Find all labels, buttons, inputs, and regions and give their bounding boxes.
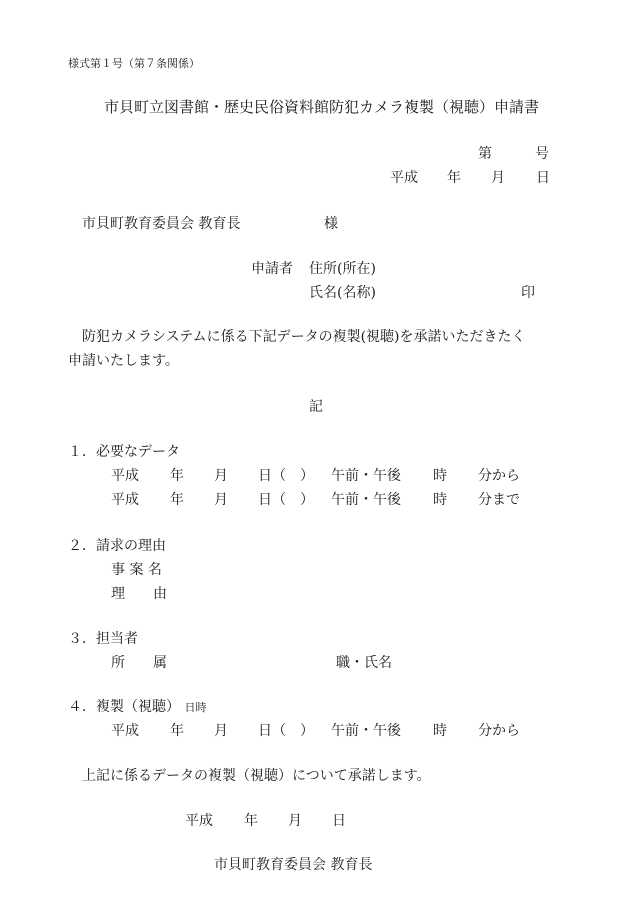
row-end: 分まで [478,492,520,508]
date-year: 年 [447,170,461,186]
row-end: 分から [478,723,520,739]
approver-name: 市貝町教育委員会 教育長 [214,857,373,873]
row-hour: 時 [433,492,447,508]
applicant-address-label: 住所(所在) [309,261,376,277]
row-month: 月 [214,492,228,508]
row-ampm: 午前・午後 [331,723,401,739]
row-day: 日（ ） [258,492,314,508]
date-day: 日 [332,813,346,829]
row-ampm: 午前・午後 [331,492,401,508]
row-year: 年 [170,492,184,508]
date-month: 月 [491,170,505,186]
section3-heading: ３．担当者 [68,631,138,647]
title-name-label: 職・氏名 [336,655,392,671]
row-era: 平成 [111,723,139,739]
section2-heading: ２．請求の理由 [68,538,166,554]
addressee-name: 市貝町教育委員会 教育長 [82,216,241,232]
applicant-name-label: 氏名(名称) [309,285,376,301]
row-end: 分から [478,468,520,484]
date-year: 年 [244,813,258,829]
row-day: 日（ ） [258,468,314,484]
row-month: 月 [214,468,228,484]
date-day: 日 [536,170,550,186]
number-go: 号 [535,146,549,162]
row-hour: 時 [433,723,447,739]
date-era: 平成 [185,813,213,829]
seal-mark: 印 [521,285,535,301]
case-name-label: 事 案 名 [111,562,162,578]
row-year: 年 [170,723,184,739]
section4-heading-main: ４．複製（視聴） [68,699,180,715]
addressee-sama: 様 [324,216,338,232]
row-era: 平成 [111,492,139,508]
ki-heading: 記 [309,399,323,415]
row-year: 年 [170,468,184,484]
date-era: 平成 [390,170,418,186]
section4-heading-suffix: 日時 [184,701,207,714]
row-ampm: 午前・午後 [331,468,401,484]
row-era: 平成 [111,468,139,484]
date-month: 月 [288,813,302,829]
approval-text: 上記に係るデータの複製（視聴）について承諾します。 [82,768,431,784]
row-day: 日（ ） [258,723,314,739]
section1-heading: １．必要なデータ [68,444,180,460]
form-title: 市貝町立図書館・歴史民俗資料館防犯カメラ複製（視聴）申請書 [104,98,540,116]
row-hour: 時 [433,468,447,484]
affiliation-label: 所 属 [111,655,167,671]
body-text-line2: 申請いたします。 [68,353,179,369]
reason-label: 理 由 [111,586,167,602]
number-dai: 第 [478,146,492,162]
body-text-line1: 防犯カメラシステムに係る下記データの複製(視聴)を承諾いただきたく [82,329,526,345]
row-month: 月 [214,723,228,739]
form-number-label: 様式第１号（第７条関係） [68,57,200,70]
section4-heading [68,700,206,714]
applicant-label: 申請者 [251,261,293,277]
